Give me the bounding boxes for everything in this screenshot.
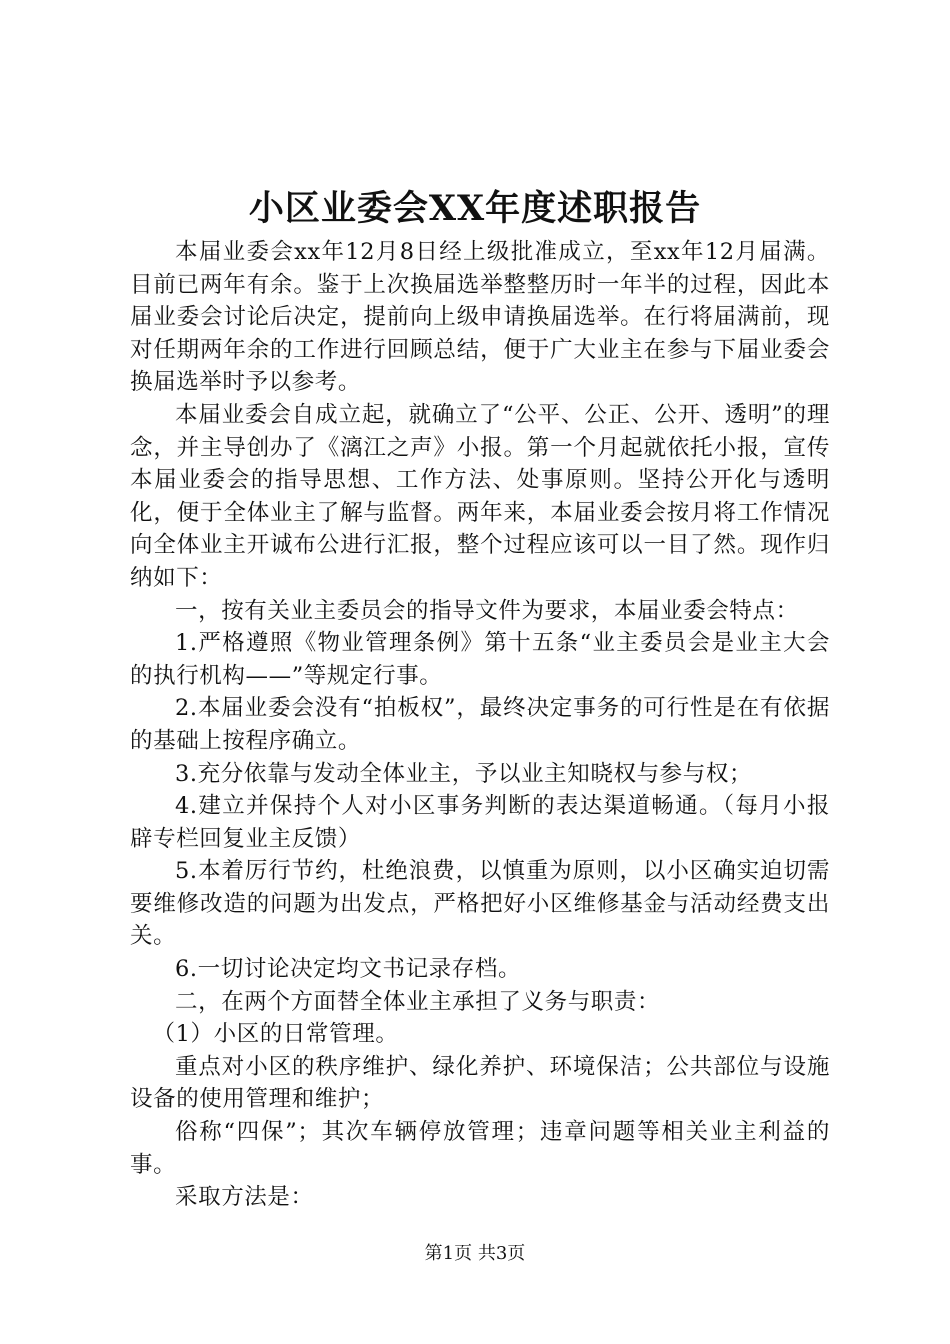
section-heading-two: 二，在两个方面替全体业主承担了义务与职责： xyxy=(175,988,661,1015)
paragraph: 采取方法是： xyxy=(175,1184,314,1211)
paragraph-intro: 本届业委会xx年12月8日经上级批准成立，至xx年12月届满。目前已两年有余。鉴于上次换届选举整整历时一年半的过程，因此本届业委会讨论后决定，提前向上级申请换届选举。在行将届满前，现对任期两年余的工作进行回顾总结，便于广大业主在参与下届业委会换届选举时予以参考。 xyxy=(130,239,830,396)
paragraph: 俗称“四保”；其次车辆停放管理；违章问题等相关业主利益的事。 xyxy=(130,1119,830,1178)
page-title: 小区业委会XX年度述职报告 xyxy=(248,188,702,229)
list-item: 5.本着厉行节约，杜绝浪费，以慎重为原则，以小区确实迫切需要维修改造的问题为出发点，严格把好小区维修基金与活动经费支出关。 xyxy=(130,858,830,950)
list-item: 6.一切讨论决定均文书记录存档。 xyxy=(175,956,522,983)
list-item: 3.充分依靠与发动全体业主，予以业主知晓权与参与权； xyxy=(175,760,753,787)
section-heading-one: 一，按有关业主委员会的指导文件为要求，本届业委会特点： xyxy=(175,597,799,624)
list-item: 1.严格遵照《物业管理条例》第十五条“业主委员会是业主大会的执行机构——”等规定行事。 xyxy=(130,630,830,689)
paragraph: 重点对小区的秩序维护、绿化养护、环境保洁；公共部位与设施设备的使用管理和维护； xyxy=(130,1053,830,1113)
paragraph-principles: 本届业委会自成立起，就确立了“公平、公正、公开、透明”的理念，并主导创办了《漓江之声》小报。第一个月起就依托小报，宣传本届业委会的指导思想、工作方法、处事原则。坚持公开化与透明化，便于全体业主了解与监督。两年来，本届业委会按月将工作情况向全体业主开诚布公进行汇报，整个过程应该可以一目了然。现作归纳如下： xyxy=(130,401,830,591)
page-footer: 第1页 共3页 xyxy=(424,1243,526,1264)
list-item: 4.建立并保持个人对小区事务判断的表达渠道畅通。（每月小报辟专栏回复业主反馈） xyxy=(130,793,830,852)
list-item: 2.本届业委会没有“拍板权”，最终决定事务的可行性是在有依据的基础上按程序确立。 xyxy=(130,695,830,754)
subsection-heading: （1）小区的日常管理。 xyxy=(152,1021,399,1048)
document-body xyxy=(130,236,830,1214)
